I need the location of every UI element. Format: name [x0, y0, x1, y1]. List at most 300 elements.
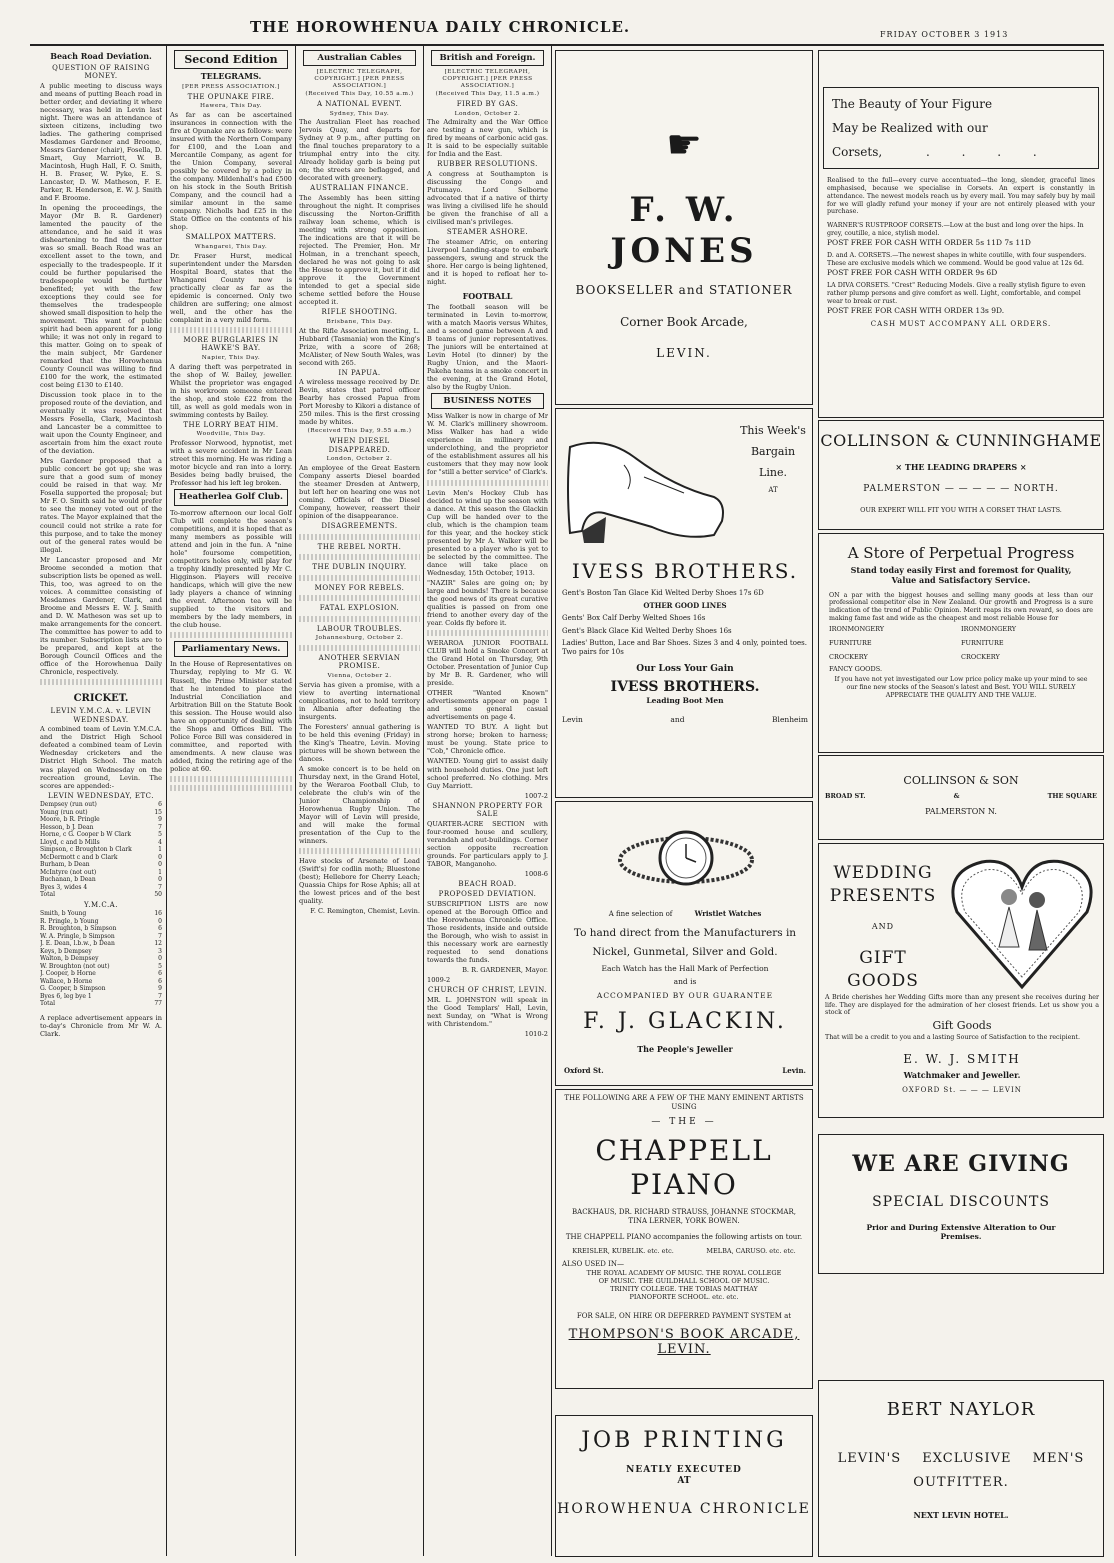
story-title: ANOTHER SERVIAN PROMISE.: [318, 653, 401, 671]
story-place: Whangarei, This Day.: [194, 244, 268, 250]
shoe-heading-2: Bargain: [750, 444, 796, 458]
score-row: [40, 918, 162, 926]
chappell-the: — THE —: [651, 1117, 717, 1128]
thompsons-arcade: THOMPSON'S BOOK ARCADE, LEVIN.: [568, 1326, 800, 1358]
chappell-sale: FOR SALE, ON HIRE OR DEFERRED PAYMENT SYSTEM at: [576, 1312, 792, 1321]
bert-name: BERT NAYLOR: [886, 1399, 1036, 1420]
score-row: [40, 884, 162, 892]
glackin-title: The People's Jeweller: [637, 1043, 733, 1054]
corset-price: POST FREE FOR CASH WITH ORDER 9s 6D: [827, 268, 998, 278]
glackin-advert: [555, 801, 813, 1086]
column-australian-cables: [299, 50, 420, 1555]
corset-heading-2: May be Realized with our: [832, 121, 988, 135]
chappell-artists-m: MELBA, CARUSO. etc. etc.: [706, 1246, 796, 1255]
total-value: 50: [154, 891, 162, 899]
column-rule: [551, 46, 552, 1556]
text-filler: [299, 848, 420, 854]
score-row: [40, 846, 162, 854]
leading-boot: Leading Boot Men: [646, 696, 724, 706]
ad-number: 1007-2: [524, 791, 548, 800]
loss-gain: Our Loss Your Gain: [636, 664, 734, 675]
story-body: A wireless message received by Dr. Bevin, states that patrol officer Bearby has crossed Papua from Port Moresby to Kikori a distance of 250 miles. This is the first crossing made by whites.: [299, 378, 420, 427]
jones-town: LEVIN.: [656, 345, 712, 360]
runs: 0: [158, 861, 162, 869]
story-body: Levin Men's Hockey Club has decided to wind up the season with a dance. At this season the Glackin Cup will be handed over to the club, which is the champion team for this year, and the hockey stick presented by Mr A. Walker will be presented to a player who is yet to be selected by the committee. The dance will take place on Wednesday, 15th October, 1913.: [427, 488, 548, 577]
chemist-signature: F. C. Remington, Chemist, Levin.: [310, 907, 420, 916]
bert-title-1: LEVIN'S EXCLUSIVE MEN'S: [837, 1450, 1085, 1466]
ad-signature: B. R. GARDENER, Mayor.: [462, 966, 548, 975]
received-line: (Received This Day, 9.55 a.m.): [307, 428, 412, 435]
story-body: An employee of the Great Eastern Company asserts Diesel boarded the steamer Dresden at Antwerp, but left her on hearing one was not coming. Officials of the Diesel Company, however, reassert their opinion of the disappearance.: [299, 463, 420, 521]
ewj-title: Watchmaker and Jeweller.: [903, 1069, 1021, 1080]
score-row: [40, 948, 162, 956]
total-label: Total: [40, 1000, 56, 1008]
score-row: [40, 993, 162, 1001]
other-lines: OTHER GOOD LINES: [643, 600, 727, 610]
shoe-at: AT: [768, 485, 778, 494]
section-title: TELEGRAMS.: [200, 71, 262, 82]
wedding-gift: GIFT GOODS: [847, 947, 919, 991]
shoe-heading-3: Line.: [759, 465, 787, 479]
score-row: [40, 839, 162, 847]
story-body: The Australian Fleet has reached Jervois Quay, and departs for Sydney at 9 p.m., after putting on the final touches preparatory to a triumphal entry into the city. Already holiday garb is being put on; the streets are beflagged, and decorated with greenery.: [299, 118, 420, 183]
column-beach-road: [40, 50, 162, 1550]
runs: 7: [158, 992, 162, 1000]
score-row: [40, 869, 162, 877]
total-row: [40, 1000, 162, 1008]
perp-items: [819, 626, 1103, 662]
article-paragraph: Mrs Gardener proposed that a public concert be got up; she was sure that a good sum of money could be raised in that way. Mr Fosella supported the proposal; but Mr F. O. Smith said he would prefer to see the money voted out of the rates. The Mayor explained that the council could not strike a rate for this purpose, and to take the money out of the general rates would be illegal.: [40, 457, 162, 554]
perp-footer: If you have not yet investigated our Low price policy make up your mind to see our fine new stocks of the Season's latest and Best. YOU WILL SURELY APPRECIATE THE QUALITY AND THE VALUE.: [834, 676, 1088, 699]
score-row: [40, 963, 162, 971]
article-paragraph: Mr Lancaster proposed and Mr Broome seconded a motion that subscription lists be opened as well. This, too, was agreed to on the voices. A committee consisting of Mesdames Gardener, Clark, and Broome and Messrs E. W. J. Smith and D. W. Matheson was set up to make arrangements for the concert. The committee has power to add to its number. Subscription lists are to be prepared, and kept at the Borough Council Offices and the office of the Horowhenua Daily Chronicle, respectively.: [40, 555, 162, 677]
story-body: In the House of Representatives on Thursday, replying to Mr G. W. Russell, the Prime Minister stated that he intended to place the Industrial Conciliation and Arbitration Bill on the Statute Book this session. The House would also have an opportunity of dealing with the Shops and Offices Bill. The Police Force Bill was considered in committee, and reported with amendments. A new clause was added, fixing the retiring age of the police at 60.: [170, 660, 292, 773]
ad-heading: PROPOSED DEVIATION.: [438, 890, 537, 899]
job-neatly: NEATLY EXECUTED: [626, 1464, 742, 1475]
wedding-footer: That will be a credit to you and a lasting Source of Satisfaction to the recipient.: [825, 1034, 1080, 1042]
batsman: Lloyd, c and b Mills: [40, 838, 100, 846]
batsman: W. Broughton (not out): [40, 962, 110, 970]
chemist-advert: Have stocks of Arsenate of Lead (Swift's) for codlin moth; Bluestone (best); Hellebore for Cherry Leach; Quassia Chips for Rose Aphis; all at the lowest prices and of the best quality.: [299, 857, 420, 906]
giving-prior: Prior and During Extensive Alteration to Our Premises.: [866, 1222, 1056, 1242]
batsman: Burham, b Dean: [40, 861, 90, 869]
story-title: THE OPUNAKE FIRE.: [187, 92, 275, 101]
jones-advert: [555, 50, 813, 405]
bert-title-2: OUTFITTER.: [913, 1474, 1009, 1490]
story-body: A daring theft was perpetrated in the shop of W. Bailey, jeweller. Whilst the proprietor was engaged in his workroom someone entered the shop, and stole £22 from the till, as well as gold medals won in swimming contests by Bailey.: [170, 362, 292, 419]
story-body: As far as can be ascertained insurances in connection with the fire at Opunake are as follows: were insured with the Northern Company for £100, and the Loan and Mercantile Company, as agent for the Union Company, several possibly be covered by a policy in the company. Mildenhall's had £500 on his stock in the South British Company, and the council had a similar amount in the same company. Nicholls had £25 in the State Office on the contents of his shop.: [170, 111, 292, 232]
perp-item: IRONMONGERY: [961, 625, 1017, 634]
chappell-name: CHAPPELL PIANO: [595, 1134, 773, 1202]
classified-ad: WANTED. Young girl to assist daily with household duties. One just left school preferred. No clothing. Mrs Guy Marriott.: [427, 757, 548, 790]
column-telegrams: [170, 50, 292, 1550]
ad-heading: CHURCH OF CHRIST, LEVIN.: [428, 986, 547, 995]
wedding-heading: WEDDING PRESENTS: [829, 863, 937, 906]
perpetual-progress-advert: [818, 533, 1104, 753]
story-title: A NATIONAL EVENT.: [316, 99, 403, 108]
story-title: MORE BURGLARIES IN HAWKE'S BAY.: [183, 335, 279, 353]
golf-title-box: Heatherlea Golf Club.: [174, 489, 288, 505]
story-body: Miss Walker is now in charge of Mr W. M. Clark's millinery showroom. Miss Walker has had a wide experience in millinery and underclothing, and the proprietor of the establishment assures all his customers that they may now look for "still a better service" of Clark's.: [427, 412, 548, 477]
batsman: Wallace, b Horne: [40, 977, 93, 985]
perp-item: FURNITURE: [829, 639, 872, 648]
text-filler: [299, 575, 420, 581]
story-place: Johannesburg, October 2.: [315, 635, 404, 642]
cc-tagline: × THE LEADING DRAPERS ×: [895, 461, 1027, 472]
cc-town: PALMERSTON — — — — — NORTH.: [863, 484, 1059, 495]
chappell-artists: BACKHAUS, DR. RICHARD STRAUSS, JOHANNE STOCKMAR, TINA LERNER, YORK BOWEN.: [572, 1208, 796, 1225]
runs: 9: [158, 985, 162, 993]
perp-body: ON a par with the biggest houses and selling many goods at less than our professional competitor else in New Zealand. Our growth and Progress is a sure indication of the trend of Public Opinion. Merit reaps its own reward, so does are making fame fast and wide as the cheapest and most reliable House for: [829, 591, 1093, 622]
collinson-cunninghame-advert: [818, 420, 1104, 530]
shoe-icon: [564, 417, 729, 552]
score-row: [40, 910, 162, 918]
ad-heading: SHANNON PROPERTY FOR SALE: [432, 801, 543, 819]
article-paragraph: In opening the proceedings, the Mayor (Mr B. R. Gardener) lamented the paucity of the attendance, and he said it was disheartening to find the matter was so small. Beach Road was an excellent asset to the town, and especially to the tradespeople. If it could be further popularised the tradespeople would be further benefited; yet with the few exceptions they could see for themselves the tradespeople showed small disposition to help the movement. This want of public spirit had been apparent for a long while; it was not only in regard to this matter. Going on to speak of the main subject, Mr Gardener remarked that the Horowhenua County Council was willing to find £100 for the work, the estimated cost being £130 to £140.: [40, 204, 162, 389]
runs: 0: [158, 876, 162, 884]
chappell-heading: THE FOLLOWING ARE A FEW OF THE MANY EMINENT ARTISTS USING: [564, 1094, 804, 1111]
classified-ad: WANTED TO BUY. A light but strong horse; broken to harness; must be young. State price to "Cob," Chronicle office.: [427, 723, 548, 756]
cricket-title: CRICKET.: [73, 693, 129, 705]
batsman: Byes 6, leg bye 1: [40, 992, 92, 1000]
story-body: Dr. Fraser Hurst, medical superintendent under the Marsden Hospital Board, states that the Whangarei County now is practically clear as far as the epidemic is concerned. Only two children are suffering; one almost well, and the other has the complaint in a very mild form.: [170, 251, 292, 324]
classified-ad: WERAROA JUNIOR FOOTBALL CLUB will hold a Smoke Concert at the Grand Hotel on Thursday, 9th October. Presentation of Junior Cup by Mr B. R. Gardener, who will preside.: [427, 639, 548, 688]
watch-heading-1: To hand direct from the Manufacturers in: [573, 927, 797, 939]
team-heading: LEVIN WEDNESDAY, ETC.: [47, 791, 155, 800]
runs: 3: [158, 947, 162, 955]
pointing-hand-icon: ☛: [666, 122, 702, 168]
column-rule: [166, 46, 167, 1556]
classified-ad: QUARTER-ACRE SECTION with four-roomed house and scullery, verandah and out-buildings. Corner section opposite recreation grounds. For particulars apply to J. TABOR, Manganoho.: [427, 819, 548, 868]
and-is: and is: [673, 977, 697, 987]
chappell-accompanies: THE CHAPPELL PIANO accompanies the following artists on tour.: [565, 1233, 803, 1242]
cs-name: COLLINSON & SON: [903, 774, 1019, 787]
story-place: Hawera, This Day.: [199, 103, 263, 110]
ivess-name: IVESS BROTHERS.: [571, 559, 799, 583]
guarantee: ACCOMPANIED BY OUR GUARANTEE: [596, 990, 774, 1000]
batsman: Horne, c G. Cooper b W Clark: [40, 831, 131, 839]
runs: 4: [158, 838, 162, 846]
corset-heading-3: Corsets,: [832, 145, 883, 159]
classified-ad: OTHER "Wanted Known" advertisements appear on page 1 and some general casual advertisements on page 4.: [427, 689, 548, 722]
story-place: Sydney, This Day.: [329, 110, 390, 117]
received-line: (Received This Day, 11.5 a.m.): [435, 91, 540, 98]
score-row: [40, 970, 162, 978]
footer-note: A replace advertisement appears in to-day's Chronicle from Mr W. A. Clark.: [40, 1013, 162, 1038]
score-row: [40, 854, 162, 862]
cricket-subtitle: LEVIN Y.M.C.A. v. LEVIN WEDNESDAY.: [50, 707, 152, 724]
text-filler: [299, 645, 420, 651]
text-filler: [427, 630, 548, 636]
ad-number: 1009-2: [427, 976, 451, 985]
cc-name: COLLINSON & CUNNINGHAME: [820, 431, 1102, 450]
corset-line: D. and A. CORSETS.—The newest shapes in white coutille, with four suspenders. These are exclusive models which we commend. Would be good value at 12s 6d.: [827, 252, 1087, 268]
corset-line: LA DIVA CORSETS. "Crest" Reducing Models. Give a really stylish figure to even rather plump persons and give comfort as well. Light, comfortable, and compel wear to break or rust.: [827, 282, 1086, 306]
runs: 0: [158, 955, 162, 963]
scorecard-2: [40, 910, 162, 1000]
corset-price: POST FREE FOR CASH WITH ORDER 5s 11D 7s 11D: [827, 238, 1031, 248]
corset-body: Realised to the full—every curve accentuated—the long, slender, graceful lines emphasised, because we specialise in Corsets. An expert is constantly in attendance. The newest models reach us by every mail. You may safely buy by mail for we will gladly refund your money if your are not entirely pleased with your purchase.: [827, 177, 1095, 216]
chappell-used: ALSO USED IN—: [562, 1259, 624, 1268]
column-rule: [423, 46, 424, 1556]
issue-date: FRIDAY OCTOBER 3 1913: [880, 30, 1009, 39]
batsman: W. A. Pringle, b Simpson: [40, 932, 115, 940]
story-body: The Assembly has been sitting throughout the night. It comprises discussing the Norton-Griffith railway loan scheme, which is meeting with strong opposition. The indications are that it will be rejected. The Premier, Hon. Mr Holman, in a trenchant speech, declared he was not going to ask the House to approve it, but if it did approve it the Government intended to get a special side scheme settled before the House accepted it.: [299, 193, 420, 307]
perp-heading: A Store of Perpetual Progress: [847, 544, 1075, 562]
hall-mark: Each Watch has the Hall Mark of Perfection: [601, 963, 769, 973]
story-body: The Admiralty and the War Office are testing a new gun, which is fired by means of carbonic acid gas. It is said to be especially suitable for India and the East.: [427, 118, 548, 159]
batsman: Walton, b Dempsey: [40, 955, 99, 963]
job-printing-advert: [555, 1415, 813, 1557]
runs: 5: [158, 962, 162, 970]
corset-line: WARNER'S RUSTPROOF CORSETS.—Low at the bust and long over the hips. In grey, coutille, a nice, stylish model.: [827, 222, 1084, 238]
chappell-artists-k: KREISLER, KUBELIK. etc. etc.: [572, 1246, 674, 1255]
giving-heading: WE ARE GIVING: [852, 1151, 1070, 1177]
batsman: Young (run out): [40, 808, 88, 816]
jones-trade: BOOKSELLER and STATIONER: [575, 282, 793, 297]
story-place: London, October 2.: [326, 456, 393, 463]
section-title-box: British and Foreign.: [431, 50, 544, 66]
perp-item: IRONMONGERY: [829, 625, 885, 634]
score-row: [40, 824, 162, 832]
runs: 9: [158, 816, 162, 824]
article-paragraph: A public meeting to discuss ways and means of putting Beach road in better order, and deviating it where necessary, was held in Levin last night. There was an attendance of sixteen citizens, including two ladies. The gathering comprised Mesdames Gardener and Broome, Messrs Gardener (chair), Fosella, D. Smart, Guy Marriott, W. B. Macintosh, Hugh Hall, F. O. Smith, H. B. Fraser, W. Pyke, E. S. Lancaster, D. W. Matheson, F. E. Parker, R. Henderson, E. W. J. Smith and F. Broome.: [40, 81, 162, 203]
story-title: WHEN DIESEL DISAPPEARED.: [328, 437, 391, 454]
story-body: A congress at Southampton is discussing the Congo and Putumayo. Lord Selborne advocated that if a native of thirty was living a civilised life he should be given the franchise of all a civilised man's privileges.: [427, 169, 548, 227]
batsman: Keys, b Dempsey: [40, 947, 92, 955]
text-filler: [170, 785, 292, 791]
batsman: R. Broughton, b Simpson: [40, 925, 117, 933]
total-value: 77: [154, 1000, 162, 1008]
press-line: [PER PRESS ASSOCIATION.]: [182, 84, 280, 91]
text-filler: [299, 554, 420, 560]
ad-heading: BEACH ROAD.: [458, 879, 517, 888]
ad-number: 1008-6: [524, 869, 548, 878]
shoe-line: Gent's Boston Tan Glace Kid Welted Derby Shoes 17s 6D: [562, 589, 764, 597]
story-body: To-morrow afternoon our local Golf Club will complete the season's competitions, and it is hoped that as many members as possible will attend and join in the fun. A "nine hole" foursome competition, competitors holes only, will play for a trophy kindly presented by Mr C. Higginson. Players will receive handicaps, which will give the new lady players a chance of winning the event. Afternoon tea will be supplied to the visitors and members by the lady members, in the club house.: [170, 508, 292, 630]
story-place: Vienna, October 2.: [327, 672, 392, 679]
wristlet-watches: Wristlet Watches: [694, 909, 762, 918]
text-filler: [40, 679, 162, 685]
story-body: At the Rifle Association meeting, L. Hubbard (Tasmania) won the King's Prize, with a score of 268; McAlister, of New South Wales, was second with 265.: [299, 326, 420, 367]
batsman: Simpson, c Broughton b Clark: [40, 846, 132, 854]
runs: 12: [154, 940, 162, 948]
story-title: FATAL EXPLOSION.: [319, 604, 400, 613]
heart-illustration: [947, 852, 1097, 994]
perp-fancy: FANCY GOODS.: [829, 665, 883, 674]
runs: 0: [158, 853, 162, 861]
runs: 15: [154, 808, 162, 816]
runs: 7: [158, 883, 162, 891]
story-body: Professor Norwood, hypnotist, met with a severe accident in Mr Lean street this morning. He was riding a motor bicycle and ran into a lorry. Besides being badly bruised, the Professor had his left leg broken.: [170, 439, 292, 488]
jones-name: F. W. JONES: [610, 189, 758, 272]
collinson-son-advert: [818, 755, 1104, 840]
ewj-street: OXFORD St. — — — LEVIN: [902, 1086, 1022, 1095]
wedding-and: AND: [871, 921, 895, 931]
perp-item: FURNITURE: [961, 639, 1004, 648]
corset-dots: . . . .: [926, 145, 1051, 159]
cricket-paragraph: A combined team of Levin Y.M.C.A. and the District High School defeated a combined team of Levin Wednesday cricketers and the District High School. The match was played on Wednesday on the recreation ground, Levin. The scores are appended:-: [40, 725, 162, 790]
batsman: Smith, b Young: [40, 910, 87, 918]
shoe-line: Gents' Box Calf Derby Welted Shoes 16s: [562, 614, 706, 623]
story-title: FIRED BY GAS.: [456, 99, 519, 108]
perp-item: CROCKERY: [961, 653, 1000, 662]
batsman: McDermott c and b Clark: [40, 853, 118, 861]
story-title: DISAGREEMENTS.: [321, 522, 398, 531]
business-notes-box: BUSINESS NOTES: [431, 393, 544, 409]
corset-heading-1: The Beauty of Your Figure: [832, 97, 993, 111]
score-row: [40, 940, 162, 948]
cc-footer: OUR EXPERT WILL FIT YOU WITH A CORSET THAT LASTS.: [860, 506, 1062, 515]
score-row: [40, 861, 162, 869]
parliament-title-box: Parliamentary News.: [174, 641, 288, 657]
article-subtitle: QUESTION OF RAISING MONEY.: [52, 63, 150, 81]
total-label: Total: [40, 891, 56, 899]
story-place: Napier, This Day.: [201, 355, 261, 361]
runs: 16: [154, 910, 162, 918]
corset-cash: CASH MUST ACCOMPANY ALL ORDERS.: [870, 320, 1052, 329]
story-title: IN PAPUA.: [338, 368, 381, 377]
cs-square: THE SQUARE: [1047, 792, 1097, 801]
shoe-illustration: [564, 417, 729, 552]
chappell-places: THE ROYAL ACADEMY OF MUSIC. THE ROYAL COLLEGE OF MUSIC. THE GUILDHALL SCHOOL OF MUSIC. TRINITY COLLEGE. THE TOBIAS MATTHAY PIANOFORTE SCHOOL. etc. etc.: [586, 1269, 782, 1302]
chappell-advert: [555, 1089, 813, 1389]
glackin-name: F. J. GLACKIN.: [583, 1009, 787, 1035]
classified-ad: MR. L. JOHNSTON will speak in the Good Templars' Hall, Levin, next Sunday, on "What is Wrong with Christendom.": [427, 995, 548, 1028]
cs-amp: &: [953, 792, 960, 801]
text-filler: [299, 616, 420, 622]
shoe-town: Blenheim: [772, 715, 808, 725]
story-title: RIFLE SHOOTING.: [321, 308, 398, 317]
job-printing-title: JOB PRINTING: [581, 1428, 787, 1453]
article-paragraph: Discussion took place in to the proposed route of the deviation, and eventually it was resolved that Messrs Fosella, Clark, Macintosh and Lancaster be a committee to wait upon the County Engineer, and ascertain from him the exact route of the deviation.: [40, 391, 162, 456]
score-row: [40, 925, 162, 933]
edition-box: Second Edition: [174, 50, 288, 69]
corset-price: POST FREE FOR CASH WITH ORDER 13s 9D.: [827, 306, 1005, 316]
batsman: Byes 3, wides 4: [40, 883, 88, 891]
ewj-name: E. W. J. SMITH: [903, 1052, 1021, 1067]
shoe-line: Ladies' Button, Lace and Bar Shoes. Sizes 3 and 4 only, pointed toes. Two pairs for 10s: [562, 639, 807, 656]
story-place: Brisbane, This Day.: [326, 318, 393, 325]
watch-icon: [616, 810, 756, 905]
story-title: AUSTRALIAN FINANCE.: [310, 184, 409, 193]
giving-discounts: SPECIAL DISCOUNTS: [872, 1193, 1050, 1210]
text-filler: [170, 776, 292, 782]
article-title: Beach Road Deviation.: [50, 51, 152, 61]
column-british-foreign: [427, 50, 548, 1555]
total-row: [40, 891, 162, 899]
cs-town: PALMERSTON N.: [925, 807, 997, 817]
job-at: AT: [677, 1475, 691, 1486]
score-row: [40, 955, 162, 963]
perp-sub: Stand today easily First and foremost for Quality, Value and Satisfactory Service.: [850, 565, 1072, 586]
story-body: The football season will be terminated in Levin to-morrow, with a match Maoris versus Whites, and a second game between A and B teams of junior representatives. The juniors will be entertained at Levin Hotel (to dinner) by the Rugby Union, and the Maori-Pakeha teams in a smoke concert in the evening, at the Grand Hotel, also by the Rugby Union.: [427, 302, 548, 391]
score-row: [40, 809, 162, 817]
jones-address: Corner Book Arcade,: [620, 315, 748, 330]
runs: 6: [158, 925, 162, 933]
runs: 6: [158, 977, 162, 985]
classified-ad: SUBSCRIPTION LISTS are now opened at the Borough Office and the Horowhenua Chronicle Office. Those residents, inside and outside the Borough, who wish to assist in this necessary work are earnestly requested to send donations towards the funds.: [427, 899, 548, 965]
text-filler: [299, 595, 420, 601]
batsman: Dempsey (run out): [40, 801, 97, 809]
runs: 7: [158, 932, 162, 940]
newspaper-title: THE HOROWHENUA DAILY CHRONICLE.: [250, 18, 631, 36]
story-title: STEAMER ASHORE.: [446, 228, 529, 237]
batsman: G. Cooper, b Simpson: [40, 985, 106, 993]
story-place: London, October 2.: [454, 110, 521, 117]
text-filler: [170, 327, 292, 333]
score-row: [40, 876, 162, 884]
runs: 6: [158, 801, 162, 809]
runs: 1: [158, 846, 162, 854]
score-row: [40, 985, 162, 993]
scorecard-1: [40, 801, 162, 891]
wedding-body: A Bride cherishes her Wedding Gifts more than any present she receives during her life. They are displayed for the admiration of her closest friends. Let us show you a stock of: [825, 994, 1099, 1017]
job-chronicle: HOROWHENUA CHRONICLE: [557, 1500, 811, 1517]
corset-advert: [818, 50, 1104, 418]
score-row: [40, 801, 162, 809]
story-title: LABOUR TROUBLES.: [316, 624, 403, 633]
story-title: THE LORRY BEAT HIM.: [183, 420, 279, 429]
runs: 5: [158, 831, 162, 839]
shoe-heading-1: This Week's: [740, 424, 806, 437]
batsman: J. E. Dean, l.b.w., b Dean: [40, 940, 115, 948]
received-line: (Received This Day, 10.55 a.m.): [305, 91, 414, 98]
story-title: MONEY FOR REBELS.: [314, 583, 405, 592]
shoe-town: Levin: [562, 715, 583, 725]
batsman: McIntyre (not out): [40, 868, 97, 876]
ad-number: 1010-2: [524, 1029, 548, 1038]
we-are-giving-advert: [818, 1134, 1104, 1274]
ivess-advert: [555, 408, 813, 798]
story-body: The steamer Afric, on entering Liverpool Landing-stage to embark passengers, swung and struck the shore. Her cargo is being lightened, and it is hoped to refloat her to-night.: [427, 237, 548, 286]
glackin-street: Oxford St.: [564, 1066, 604, 1075]
shoe-line: Gent's Black Glace Kid Welted Derby Shoes 16s: [562, 626, 732, 635]
runs: 0: [158, 917, 162, 925]
story-title: SMALLPOX MATTERS.: [185, 233, 277, 242]
batsman: Moore, b R. Pringle: [40, 816, 100, 824]
watch-selection: A fine selection of: [608, 910, 673, 918]
glackin-town: Levin.: [782, 1066, 806, 1075]
runs: 7: [158, 823, 162, 831]
bert-naylor-advert: [818, 1380, 1104, 1557]
story-place: Woodville, This Day.: [196, 431, 266, 438]
section-title-box: Australian Cables: [303, 50, 416, 66]
batsman: J. Cooper, b Horne: [40, 970, 96, 978]
ivess-name-2: IVESS BROTHERS.: [610, 679, 760, 696]
wedding-presents-advert: [818, 843, 1104, 1118]
story-title: THE REBEL NORTH.: [317, 542, 402, 551]
story-body: Servia has given a promise, with a view to averting international complications, not to hold territory in Albania after defeating the insurgents.: [299, 680, 420, 721]
press-line: [ELECTRIC TELEGRAPH, COPYRIGHT.] [PER PRESS ASSOCIATION.]: [314, 69, 405, 89]
batsman: Hesson, b J. Dean: [40, 823, 94, 831]
football-title: FOOTBALL: [462, 290, 513, 301]
batsman: Buchanan, b Dean: [40, 876, 96, 884]
column-rule: [295, 46, 296, 1556]
wedding-gift-goods: Gift Goods: [932, 1019, 992, 1033]
story-body: "NAZIR" Sales are going on; by large and bounds! There is because the good news of its great curative qualities is passed on from one friend to another every day of the year. Colds fly before it.: [427, 578, 548, 627]
team-heading: Y.M.C.A.: [84, 900, 118, 909]
perp-item: CROCKERY: [829, 653, 868, 662]
text-filler: [170, 632, 292, 638]
local-note: A smoke concert is to be held on Thursday next, in the Grand Hotel, by the Weraroa Football Club, to celebrate the club's win of the Junior Championship of Horowhenua Rugby Union. The Mayor will of Levin will preside, and will make the formal presentation of the Cup to the winners.: [299, 764, 420, 846]
story-title: THE DUBLIN INQUIRY.: [312, 563, 407, 572]
runs: 6: [158, 970, 162, 978]
text-filler: [299, 534, 420, 540]
score-row: [40, 831, 162, 839]
watch-heading-2: Nickel, Gunmetal, Silver and Gold.: [592, 945, 778, 958]
masthead-rule: [30, 44, 1104, 46]
